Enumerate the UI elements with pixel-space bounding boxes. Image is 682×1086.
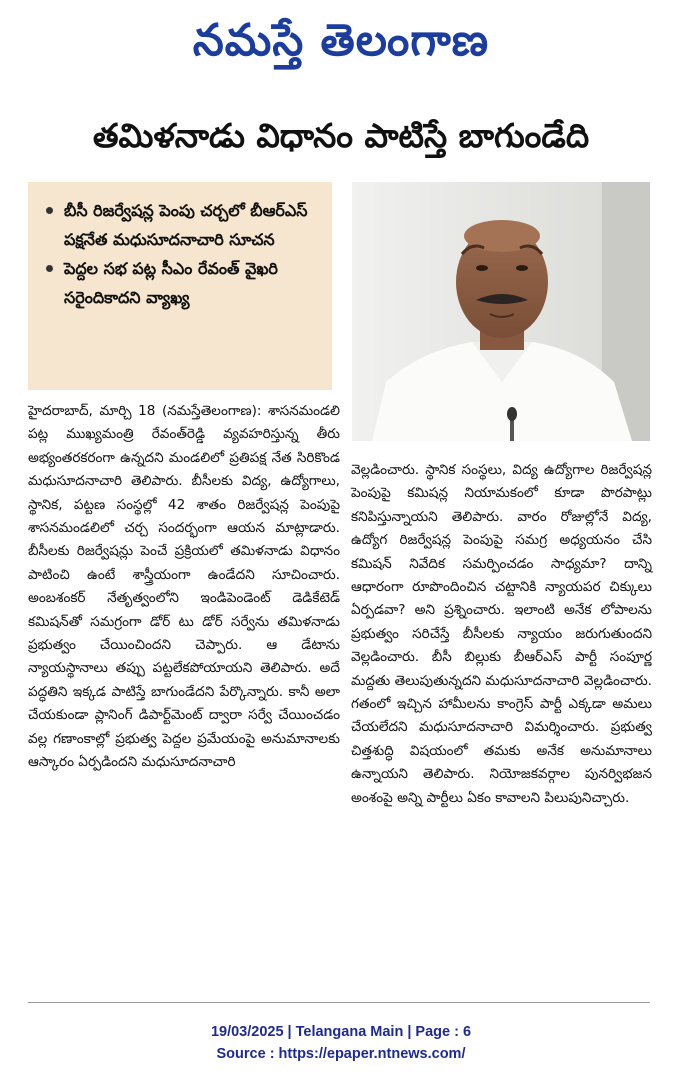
article-body-left: హైదరాబాద్, మార్చి 18 (నమస్తేతెలంగాణ): శాసనమండలి పట్ల ముఖ్యమంత్రి రేవంత్‌రెడ్డి వ్యవహరిస్తున్న తీరు అభ్యంతరకరంగా ఉన్నదని మండలిలో ప్రతిపక్ష నేత సిరికొండ మధుసూదనాచారి తెలిపారు. బీసీలకు విద్య, ఉద్యోగాలు, స్థానిక, పట్టణ సంస్థల్లో 42 శాతం రిజర్వేషన్ల పెంపుపై శాసనమండలిలో చర్చ సందర్భంగా ఆయన మాట్లాడారు. బీసీలకు రిజర్వేషన్లు పెంచే ప్రక్రియలో తమిళనాడు విధానం పాటించి ఉంటే శాస్త్రీయంగా ఉండేదని సూచించారు. అంబశంకర్ నేతృత్వంలోని ఇండిపెండెంట్ డెడికేటెడ్ కమిషన్‌తో సమగ్రంగా డోర్ టు డోర్ సర్వేను తమిళనాడు ప్రభుత్వం చేయించిందని చెప్పారు. ఆ డేటాను న్యాయస్థానాలు తప్పు పట్టలేకపోయాయని తెలిపారు. అదే పద్ధతిని ఇక్కడ పాటిస్తే బాగుండేదని పేర్కొన్నారు. కానీ అలా చేయకుండా ప్లానింగ్ డిపార్ట్‌మెంట్ ద్వారా సర్వే చేయించడం వల్ల గణాంకాల్లో ప్రభుత్వ పెద్దల ప్రమేయంపై అనుమానాలకు ఆస్కారం ఏర్పడిందని మధుసూదనాచారి	[28, 403, 340, 771]
masthead	[0, 4, 682, 78]
footer-divider	[28, 1002, 650, 1003]
edition-info: 19/03/2025 | Telangana Main | Page : 6	[210, 1024, 472, 1040]
article-body-right: వెల్లడించారు. స్థానిక సంస్థలు, విద్య ఉద్యోగాల రిజర్వేషన్ల పెంపుపై కమిషన్ల నియామకంలో కూడా పొరపాట్లు కనిపిస్తున్నాయని తెలిపారు. వారం రోజుల్లోనే విద్య, ఉద్యోగ రిజర్వేషన్ల పెంపుపై సమగ్ర అధ్యయనం చేసి కమిషన్ నివేదిక సమర్పించడం సాధ్యమా? దాన్ని ఆధారంగా రూపొందించిన చట్టానికి న్యాయపర చిక్కులు ఏర్పడవా? అని ప్రశ్నించారు. ఇలాంటి అనేక లోపాలను ప్రభుత్వం సరిచేస్తే బీసీలకు న్యాయం జరుగుతుందని వెల్లడించారు. బీసీ బిల్లుకు బీఆర్‌ఎస్ పార్టీ సంపూర్ణ మద్దతు తెలుపుతున్నదని మధుసూదనాచారి వెల్లడించారు. గతంలో ఇచ్చిన హామీలను కాంగ్రెస్ పార్టీ ఎక్కడా అమలు చేయలేదని మధుసూదనాచారి విమర్శించారు. ప్రభుత్వ చిత్తశుద్ధి విషయంలో తమకు అనేక అనుమానాలు ఉన్నాయని తెలిపారు. నియోజకవర్గాల పునర్విభజన అంశంపై అన్ని పార్టీలు ఏకం కావాలని పిలుపునిచ్చారు.	[351, 462, 652, 806]
highlight-item	[46, 196, 322, 254]
bullet-icon	[46, 207, 53, 214]
highlight-item	[46, 254, 322, 312]
highlights-box	[28, 182, 332, 390]
article-headline: తమిళనాడు విధానం పాటిస్తే బాగుండేది	[92, 116, 590, 155]
masthead-title: నమస్తే తెలంగాణ	[192, 15, 490, 66]
bullet-icon	[46, 265, 53, 272]
highlight-text: పెద్దల సభ పట్ల సీఎం రేవంత్ వైఖరి సరైందికాదని వ్యాఖ్య	[64, 259, 278, 307]
person-photo-icon	[352, 182, 650, 441]
highlight-text: బీసీ రిజర్వేషన్ల పెంపు చర్చలో బీఆర్‌ఎస్ పక్షనేత మధుసూదనాచారి సూచన	[64, 201, 308, 249]
article-photo	[352, 182, 650, 441]
source-link[interactable]: Source : https://epaper.ntnews.com/	[216, 1046, 466, 1062]
